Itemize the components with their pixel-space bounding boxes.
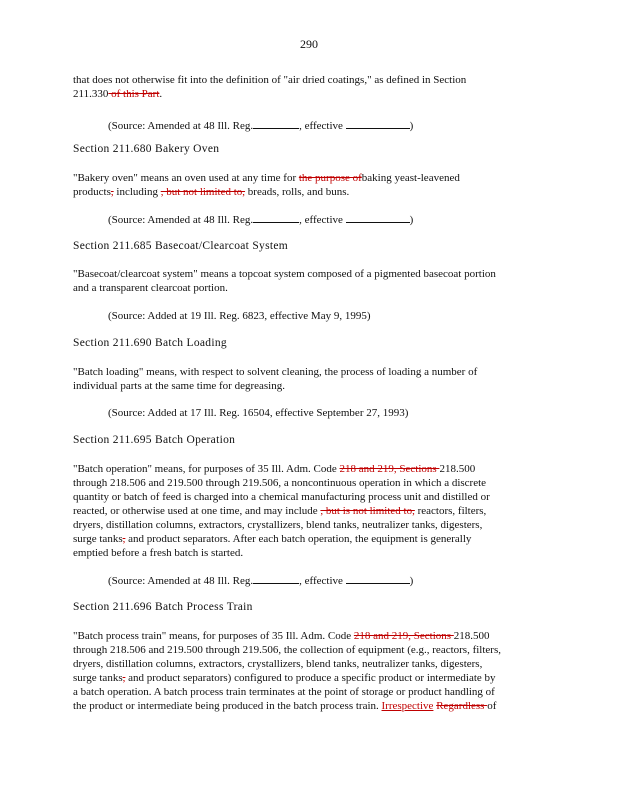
section-211-690-body xyxy=(73,365,545,393)
body-line: quantity or batch of feed is charged into a chemical manufacturing process unit and distilled or xyxy=(73,491,490,503)
deleted-text: 218 and 219, Sections xyxy=(353,630,454,642)
body-line: dryers, distillation columns, extractors, crystallizers, blend tanks, neutralizer tanks, digesters, xyxy=(73,519,483,531)
section-211-696-body xyxy=(73,629,545,713)
body-line: dryers, distillation columns, extractors, crystallizers, blend tanks, neutralizer tanks, digesters, xyxy=(73,658,483,670)
source-suffix: ) xyxy=(409,120,414,132)
intro-line-1: that does not otherwise fit into the definition of "air dried coatings," as defined in Section xyxy=(73,74,467,86)
section-211-685-body xyxy=(73,267,545,295)
blank-line xyxy=(253,118,299,129)
deleted-text: of this Part xyxy=(108,88,160,100)
body-line: through 218.506 and 219.500 through 219.506, the collection of equipment (e.g., reactors, filters, xyxy=(73,644,501,656)
body-line xyxy=(73,504,545,518)
body-text: "Batch operation" means, for purposes of 35 Ill. Adm. Code xyxy=(73,463,340,475)
source-suffix: ) xyxy=(409,214,414,226)
section-heading-211-695: Section 211.695 Batch Operation xyxy=(73,434,236,446)
source-note: (Source: Added at 19 Ill. Reg. 6823, effective May 9, 1995) xyxy=(108,310,371,322)
body-line: "Batch loading" means, with respect to solvent cleaning, the process of loading a number of xyxy=(73,366,478,378)
blank-line xyxy=(346,212,410,223)
body-text: of xyxy=(487,700,497,712)
body-line xyxy=(73,671,545,685)
section-heading-211-685: Section 211.685 Basecoat/Clearcoat System xyxy=(73,240,288,252)
body-line: through 218.506 and 219.500 through 219.506, a noncontinuous operation in which a discrete xyxy=(73,477,487,489)
body-line: a batch operation. A batch process train terminates at the point of storage or product handling of xyxy=(73,686,495,698)
intro-paragraph xyxy=(73,73,545,101)
blank-line xyxy=(253,573,299,584)
body-text: breads, rolls, and buns. xyxy=(245,186,350,198)
source-prefix: (Source: Amended at 48 Ill. Reg. xyxy=(108,120,254,132)
body-line: "Basecoat/clearcoat system" means a topcoat system composed of a pigmented basecoat portion xyxy=(73,268,496,280)
source-note-amended xyxy=(108,118,413,133)
body-line xyxy=(73,185,545,199)
deleted-text: , xyxy=(122,672,126,684)
body-text: reacted, or otherwise used at one time, and may include xyxy=(73,505,321,517)
body-text: including xyxy=(113,186,161,198)
body-line xyxy=(73,699,545,713)
blank-line xyxy=(346,573,410,584)
source-note: (Source: Added at 17 Ill. Reg. 16504, effective September 27, 1993) xyxy=(108,407,409,419)
body-text: baking yeast-leavened xyxy=(361,172,460,184)
body-text: surge tanks xyxy=(73,533,123,545)
source-note-amended xyxy=(108,573,413,588)
blank-line xyxy=(253,212,299,223)
source-prefix: (Source: Amended at 48 Ill. Reg. xyxy=(108,214,254,226)
body-line xyxy=(73,171,545,185)
source-note-amended xyxy=(108,212,413,227)
deleted-text: 218 and 219, Sections xyxy=(339,463,440,475)
body-text: and product separators) configured to produce a specific product or intermediate by xyxy=(125,672,496,684)
deleted-text: , but not limited to, xyxy=(160,186,246,198)
body-text: "Batch process train" means, for purposes of 35 Ill. Adm. Code xyxy=(73,630,354,642)
section-heading-211-690: Section 211.690 Batch Loading xyxy=(73,337,227,349)
body-text: surge tanks xyxy=(73,672,123,684)
body-text: "Bakery oven" means an oven used at any time for xyxy=(73,172,299,184)
section-211-695-body xyxy=(73,462,545,560)
source-prefix: (Source: Amended at 48 Ill. Reg. xyxy=(108,575,254,587)
body-line: emptied before a fresh batch is started. xyxy=(73,547,244,559)
body-line: individual parts at the same time for degreasing. xyxy=(73,380,285,392)
source-mid: , effective xyxy=(299,214,346,226)
body-text: 218.500 xyxy=(439,463,476,475)
body-line: and a transparent clearcoat portion. xyxy=(73,282,228,294)
source-mid: , effective xyxy=(299,120,346,132)
body-text: products xyxy=(73,186,111,198)
intro-line-2 xyxy=(73,87,545,101)
source-suffix: ) xyxy=(409,575,414,587)
intro-text: 211.330 xyxy=(73,88,109,100)
deleted-text: , but is not limited to, xyxy=(320,505,415,517)
blank-line xyxy=(346,118,410,129)
deleted-text: , xyxy=(110,186,114,198)
page-number: 290 xyxy=(300,37,318,51)
inserted-text: Irrespective xyxy=(381,700,434,712)
body-line xyxy=(73,532,545,546)
deleted-text: , xyxy=(122,533,126,545)
source-mid: , effective xyxy=(299,575,346,587)
body-line xyxy=(73,629,545,643)
deleted-text: the purpose of xyxy=(298,172,362,184)
body-text: the product or intermediate being produced in the batch process train. xyxy=(73,700,382,712)
body-text: and product separators. After each batch operation, the equipment is generally xyxy=(125,533,472,545)
body-text: reactors, filters, xyxy=(414,505,487,517)
section-heading-211-680: Section 211.680 Bakery Oven xyxy=(73,143,220,155)
body-text: 218.500 xyxy=(453,630,490,642)
section-heading-211-696: Section 211.696 Batch Process Train xyxy=(73,601,253,613)
body-line xyxy=(73,462,545,476)
deleted-text: Regardless xyxy=(436,700,488,712)
section-211-680-body xyxy=(73,171,545,199)
intro-period: . xyxy=(159,88,163,100)
